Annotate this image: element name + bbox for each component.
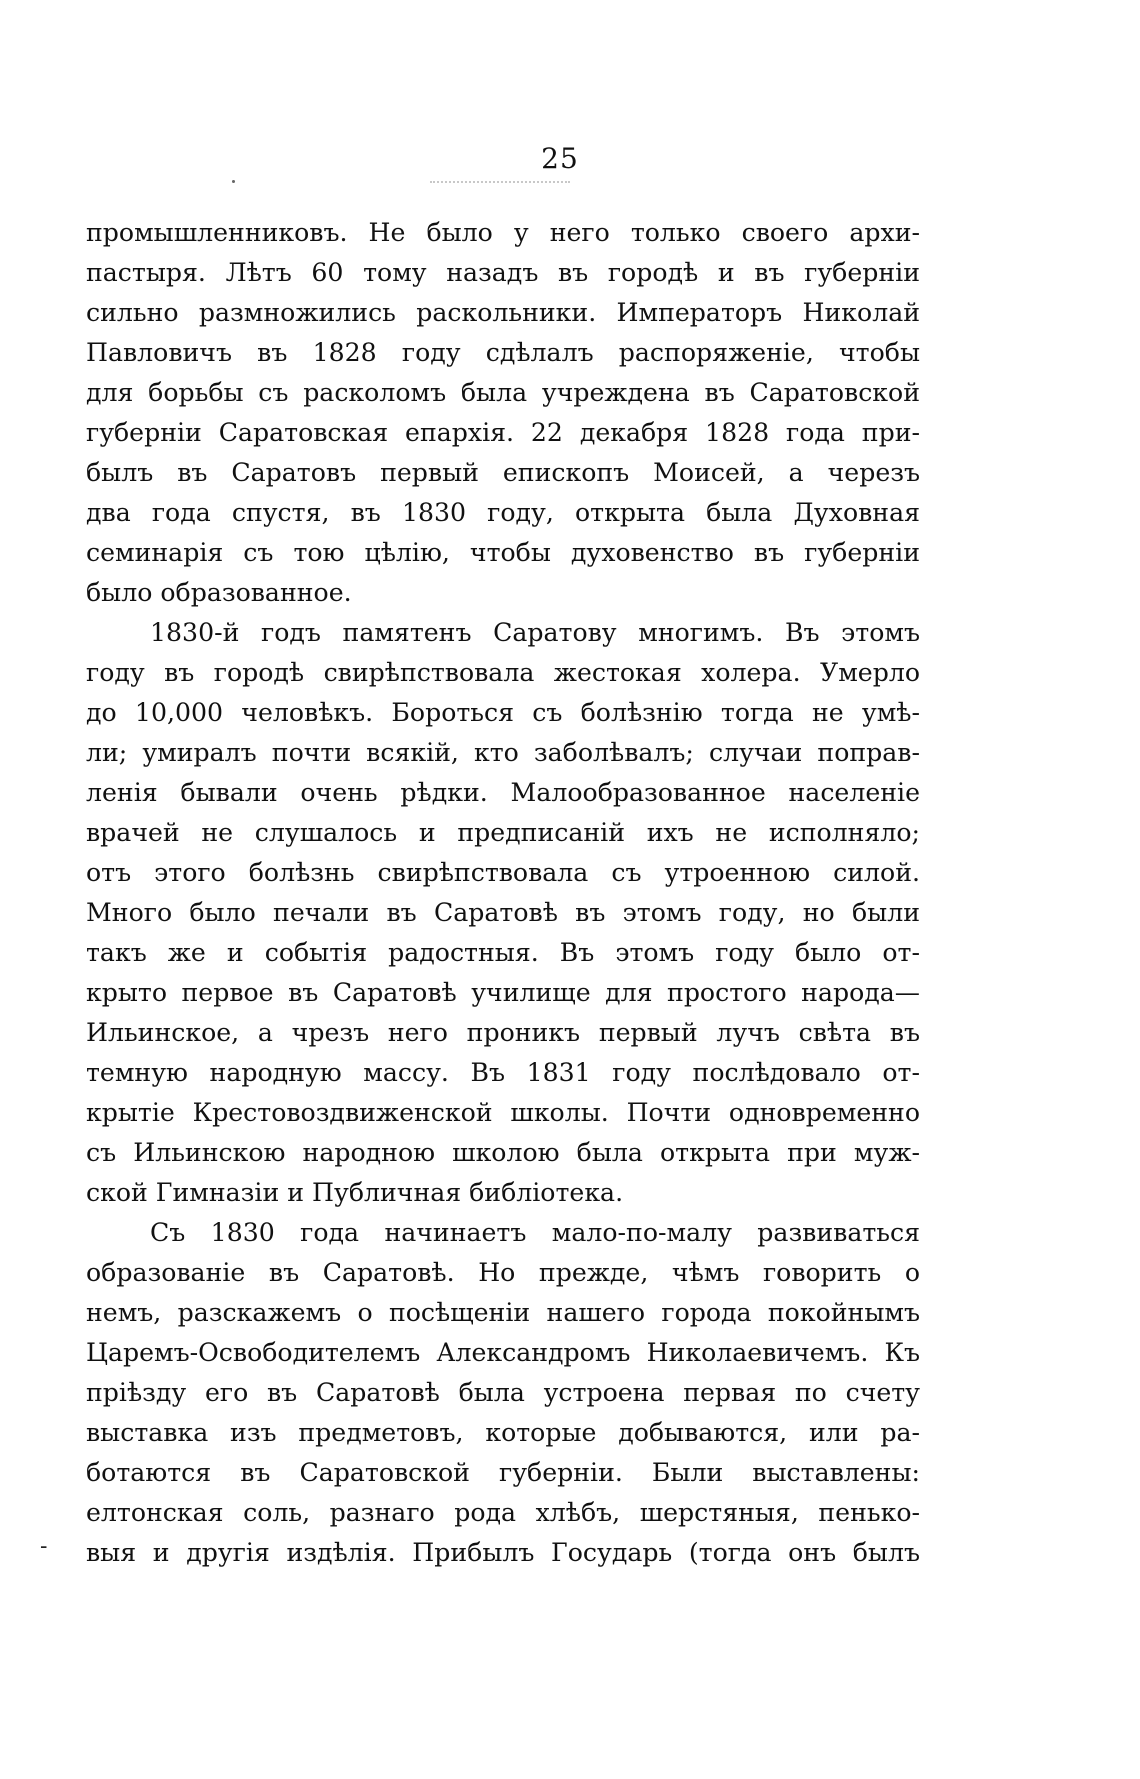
page-number-text: 25 — [541, 142, 579, 175]
text-line: для борьбы съ расколомъ была учреждена въ Саратовской — [86, 378, 920, 407]
text-line: году въ городѣ свирѣпствовала жестокая холера. Умерло — [86, 658, 920, 687]
text-line: крыто первое въ Саратовѣ училище для простого народа— — [86, 978, 920, 1007]
header-dotted-rule — [430, 181, 570, 185]
paragraph-first-line: Съ 1830 года начинаетъ мало-по-малу развиваться — [150, 1218, 920, 1247]
text-line: немъ, разскажемъ о посѣщеніи нашего города покойнымъ — [86, 1298, 920, 1327]
text-line: врачей не слушалось и предписаній ихъ не исполняло; — [86, 818, 920, 847]
text-line: ленія бывали очень рѣдки. Малообразованное населеніе — [86, 778, 920, 807]
page-number — [0, 142, 1140, 176]
text-line: елтонская соль, разнаго рода хлѣбъ, шерстяныя, пенько- — [86, 1498, 920, 1527]
text-line: Много было печали въ Саратовѣ въ этомъ году, но были — [86, 898, 920, 927]
text-line: было образованное. — [86, 578, 352, 607]
text-line: Ильинское, а чрезъ него проникъ первый лучъ свѣта въ — [86, 1018, 920, 1047]
text-line: два года спустя, въ 1830 году, открыта была Духовная — [86, 498, 920, 527]
print-speck — [232, 180, 235, 183]
text-line: Павловичъ въ 1828 году сдѣлалъ распоряженіе, чтобы — [86, 338, 920, 367]
text-line: семинарія съ тою цѣлію, чтобы духовенство въ губерніи — [86, 538, 920, 567]
text-line: ли; умиралъ почти всякій, кто заболѣвалъ; случаи поправ- — [86, 738, 920, 767]
text-line: сильно размножились раскольники. Императоръ Николай — [86, 298, 920, 327]
paragraph-first-line: 1830-й годъ памятенъ Саратову многимъ. Въ этомъ — [150, 618, 920, 647]
text-line: Царемъ-Освободителемъ Александромъ Николаевичемъ. Къ — [86, 1338, 920, 1367]
text-line: ской Гимназіи и Публичная библіотека. — [86, 1178, 624, 1207]
text-line: пастыря. Лѣтъ 60 тому назадъ въ городѣ и въ губерніи — [86, 258, 920, 287]
text-line: крытіе Крестовоздвиженской школы. Почти одновременно — [86, 1098, 920, 1127]
text-line: до 10,000 человѣкъ. Бороться съ болѣзнію тогда не умѣ- — [86, 698, 920, 727]
text-line: съ Ильинскою народною школою была открыта при муж- — [86, 1138, 920, 1167]
text-line: выя и другія издѣлія. Прибылъ Государь (тогда онъ былъ — [86, 1538, 920, 1567]
text-line: пріѣзду его въ Саратовѣ была устроена первая по счету — [86, 1378, 920, 1407]
text-line: такъ же и событія радостныя. Въ этомъ году было от- — [86, 938, 920, 967]
text-line: промышленниковъ. Не было у него только своего архи- — [86, 218, 920, 247]
text-line: образованіе въ Саратовѣ. Но прежде, чѣмъ говорить о — [86, 1258, 920, 1287]
text-line: губерніи Саратовская епархія. 22 декабря 1828 года при- — [86, 418, 920, 447]
text-line: темную народную массу. Въ 1831 году послѣдовало от- — [86, 1058, 920, 1087]
text-line: отъ этого болѣзнь свирѣпствовала съ утроенною силой. — [86, 858, 920, 887]
margin-mark: - — [40, 1534, 48, 1559]
text-line: выставка изъ предметовъ, которые добываются, или ра- — [86, 1418, 920, 1447]
text-line: ботаются въ Саратовской губерніи. Были выставлены: — [86, 1458, 920, 1487]
text-line: былъ въ Саратовъ первый епископъ Моисей, а черезъ — [86, 458, 920, 487]
